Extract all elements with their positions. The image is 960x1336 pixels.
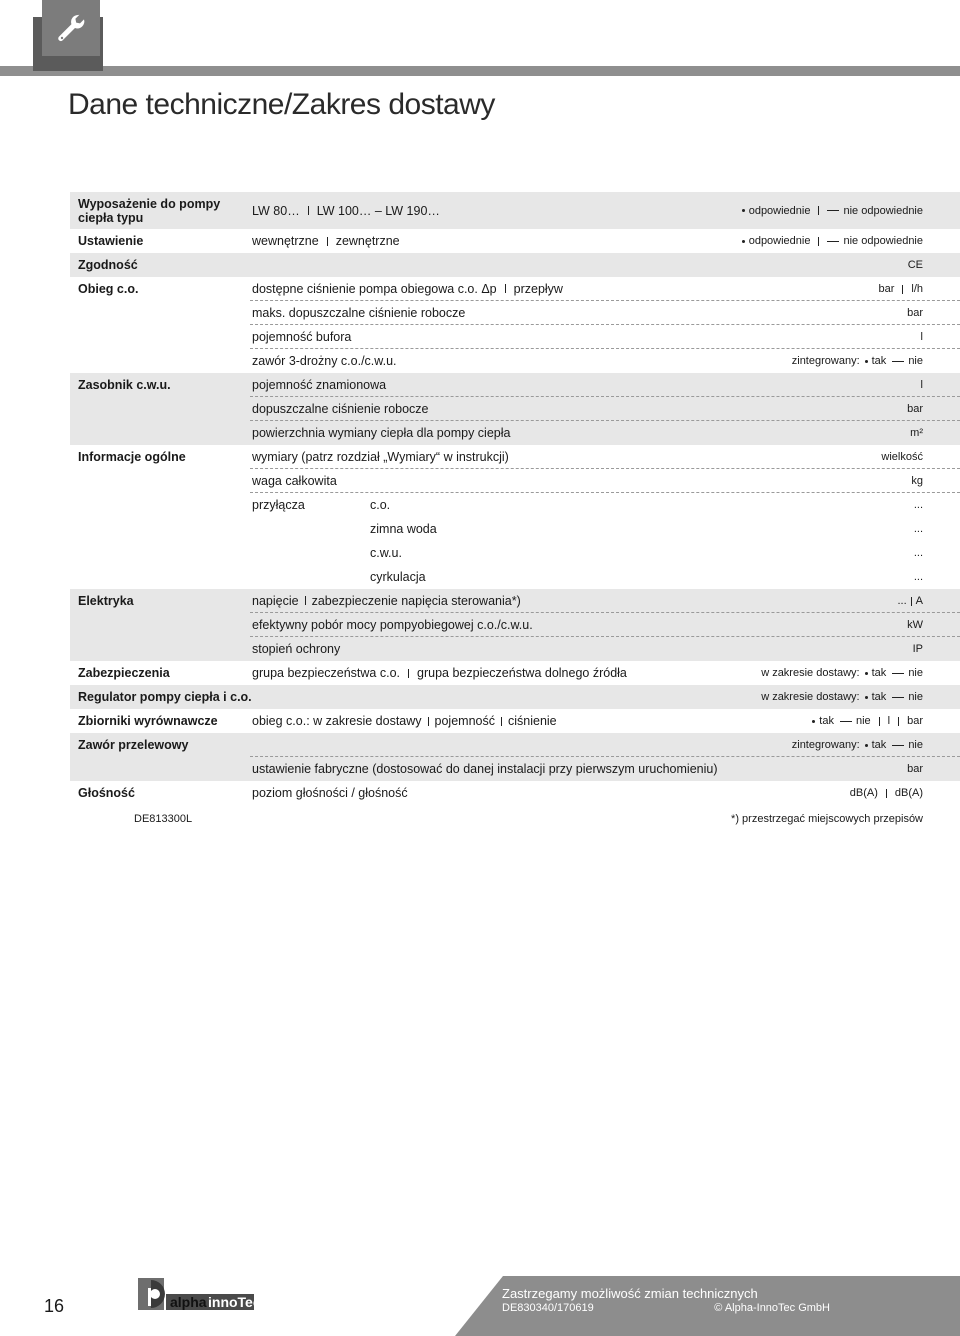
- row-zbiorniki: Zbiorniki wyrównawcze obieg c.o.: w zakresie dostawy pojemność ciśnienie tak nie l bar: [70, 709, 960, 733]
- logo-mark-icon: [136, 1274, 260, 1314]
- row-regulator: Regulator pompy ciepła i c.o. w zakresie dostawy: tak nie: [70, 685, 960, 709]
- model-range-b: LW 100… – LW 190…: [316, 203, 440, 218]
- row-obieg: Obieg c.o. dostępne ciśnienie pompa obiegowa c.o. Δp przepływ bar l/h maks. dopuszczalne ciśnienie robocze bar pojemność bufora l zawór 3-drożny c.o./c.w.u. zintegrowany: tak nie: [70, 277, 960, 373]
- svg-text:innoTec: innoTec: [208, 1294, 260, 1310]
- dash-icon: [892, 697, 904, 698]
- row-zgodnosc: Zgodność CE: [70, 253, 960, 277]
- row-label: Głośność: [78, 786, 135, 800]
- row-wyposazenie: Wyposażenie do pompy ciepła typu LW 80… LW 100… – LW 190… odpowiednie nie odpowiednie: [70, 192, 960, 229]
- bullet-icon: [742, 209, 745, 212]
- footnote: *) przestrzegać miejscowych przepisów: [731, 813, 923, 825]
- row-informacje: Informacje ogólne wymiary (patrz rozdział „Wymiary“ w instrukcji) wielkość waga całkowita kg przyłącza c.o. ... zimna woda ... c.w.u. ... cyrkulacja ...: [70, 445, 960, 589]
- model-range-a: LW 80…: [252, 203, 300, 218]
- row-zasobnik: Zasobnik c.w.u. pojemność znamionowa l dopuszczalne ciśnienie robocze bar powierzchnia wymiany ciepła dla pompy ciepła m²: [70, 373, 960, 445]
- row-label: Ustawienie: [78, 234, 144, 248]
- bullet-icon: [742, 240, 745, 243]
- footer-notice: Zastrzegamy możliwość zmian technicznych: [502, 1286, 758, 1301]
- dash-icon: [827, 210, 839, 211]
- bullet-icon: [865, 744, 868, 747]
- row-ustawienie: Ustawienie wewnętrzne zewnętrzne odpowiednie nie odpowiednie: [70, 229, 960, 253]
- row-zawor: Zawór przelewowy zintegrowany: tak nie ustawienie fabryczne (dostosować do danej instalacji przy pierwszym uruchomieniu) bar: [70, 733, 960, 781]
- company-logo: [136, 1274, 260, 1314]
- row-label: Zasobnik c.w.u.: [78, 378, 171, 392]
- bullet-icon: [865, 360, 868, 363]
- spec-table: [70, 192, 960, 805]
- row-label: Zawór przelewowy: [78, 738, 189, 752]
- svg-text:alpha: alpha: [170, 1294, 207, 1310]
- dash-icon: [827, 241, 839, 242]
- dash-icon: [892, 745, 904, 746]
- header-band: [0, 0, 960, 76]
- section-tab: [42, 0, 100, 56]
- reference-code: DE813300L: [134, 813, 193, 825]
- bullet-icon: [812, 720, 815, 723]
- wrench-icon: [54, 12, 88, 46]
- row-label: Regulator pompy ciepła i c.o.: [78, 690, 252, 704]
- row-glosnosc: Głośność poziom głośności / głośność dB(A) dB(A): [70, 781, 960, 805]
- row-label: Obieg c.o.: [78, 282, 139, 296]
- bullet-icon: [865, 672, 868, 675]
- page-number: 16: [44, 1296, 65, 1316]
- dash-icon: [840, 721, 852, 722]
- row-label: Zabezpieczenia: [78, 666, 170, 680]
- header-stripe: [0, 66, 960, 76]
- row-label: Elektryka: [78, 594, 134, 608]
- footer-doc-code: DE830340/170619: [502, 1302, 594, 1314]
- row-label: Zgodność: [78, 258, 138, 272]
- dash-icon: [892, 361, 904, 362]
- page-title: Dane techniczne/Zakres dostawy: [68, 88, 495, 121]
- separator: [308, 206, 309, 215]
- bullet-icon: [865, 696, 868, 699]
- row-label: Informacje ogólne: [78, 450, 186, 464]
- row-elektryka: Elektryka napięcie zabezpieczenie napięcia sterowania*) ... A efektywny pobór mocy pompyobiegowej c.o./c.w.u. kW stopień ochrony IP: [70, 589, 960, 661]
- footer-copyright: © Alpha-InnoTec GmbH: [714, 1302, 830, 1314]
- row-label: Zbiorniki wyrównawcze: [78, 714, 218, 728]
- row-zabezpieczenia: Zabezpieczenia grupa bezpieczeństwa c.o. grupa bezpieczeństwa dolnego źródła w zakresie dostawy: tak nie: [70, 661, 960, 685]
- dash-icon: [892, 673, 904, 674]
- row-label: Wyposażenie do pompy ciepła typu: [78, 197, 221, 225]
